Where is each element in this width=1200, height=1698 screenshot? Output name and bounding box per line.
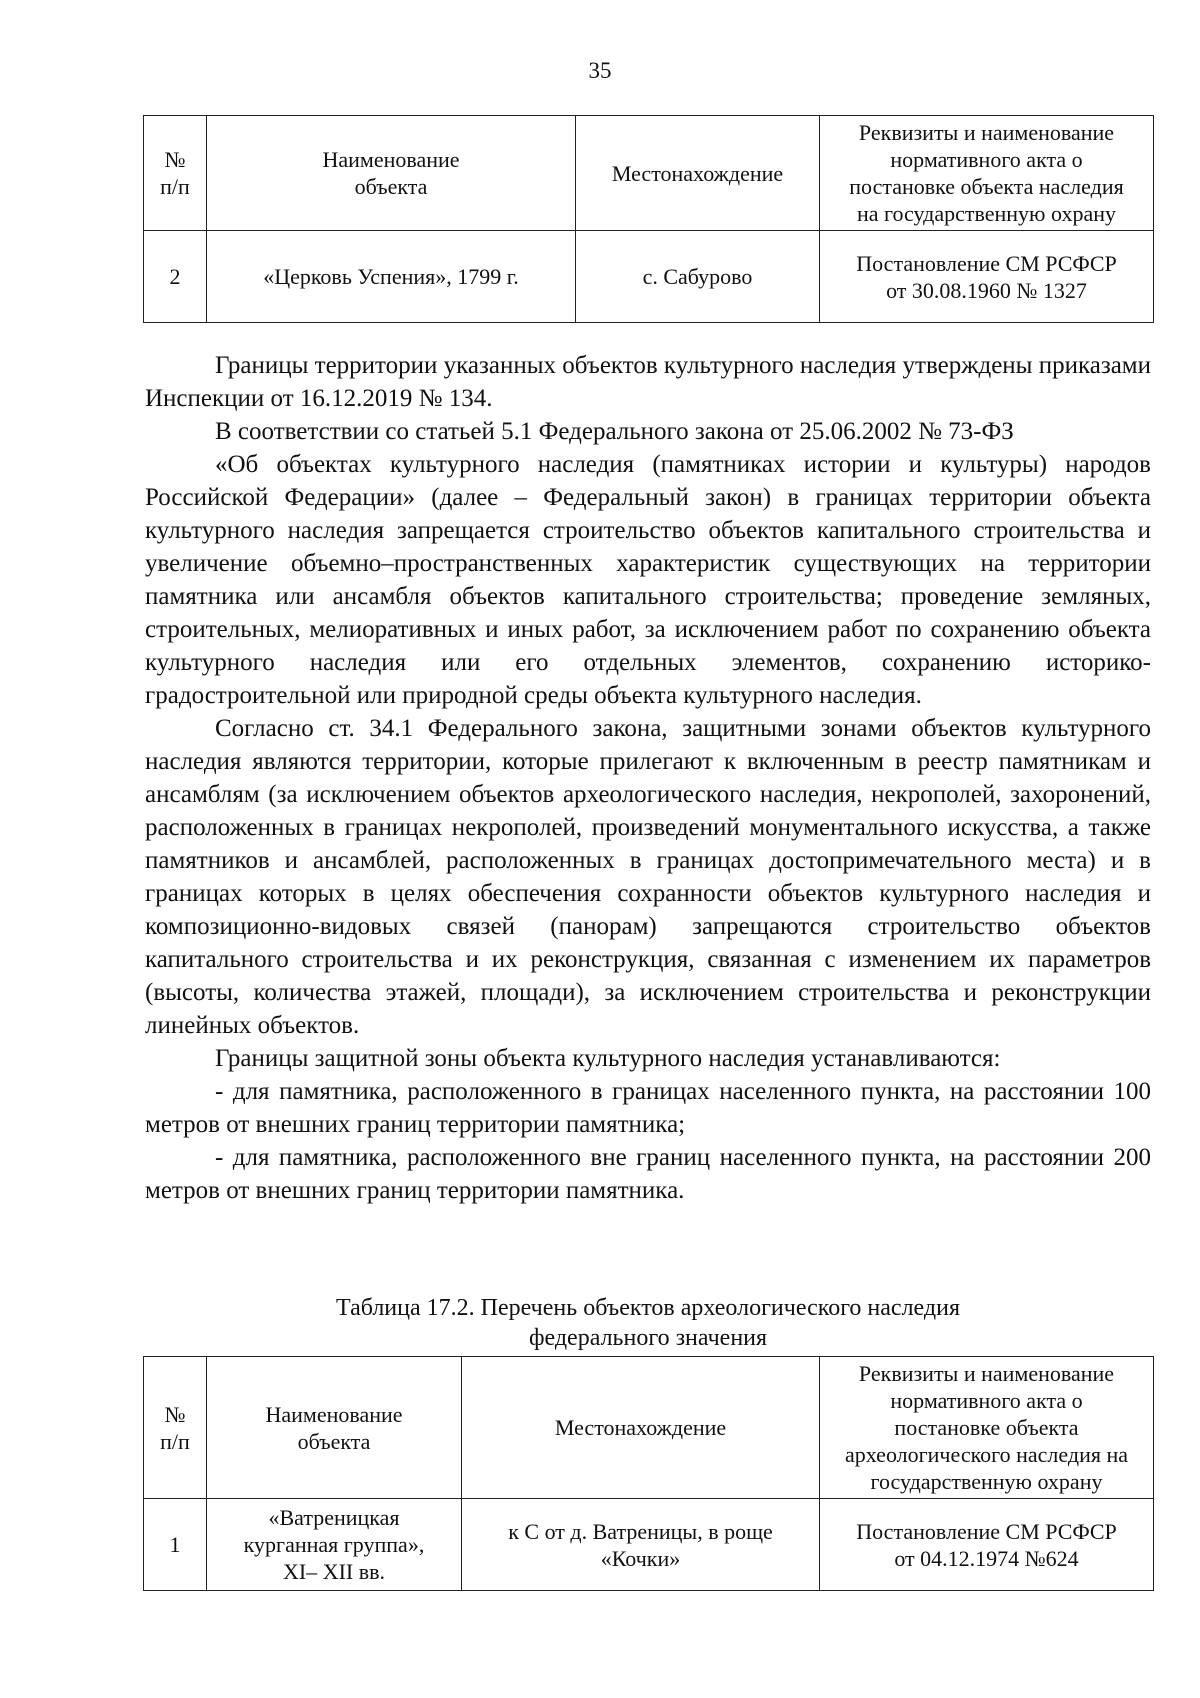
archaeological-heritage-table — [143, 1356, 1154, 1591]
heritage-objects-table — [143, 115, 1154, 323]
cell-location: с. Сабурово — [576, 231, 820, 323]
header-location: Местонахождение — [462, 1357, 820, 1499]
paragraph-protective-zones: Согласно ст. 34.1 Федерального закона, защитными зонами объектов культурного наследия являются территории, которые прилегают к включенным в реестр памятникам и ансамблям (за исключением объектов археологического наследия, некрополей, захоронений, расположенных в границах некрополей, произведений монументального искусства, а также памятников и ансамблей, расположенных в границах достопримечательного места) и в границах которых в целях обеспечения сохранности объектов культурного наследия и композиционно-видовых связей (панорам) запрещаются строительство объектов капитального строительства и их реконструкция, связанная с изменением их параметров (высоты, количества этажей, площади), за исключением строительства и реконструкции линейных объектов. — [145, 715, 1151, 1039]
cell-number: 2 — [144, 231, 207, 323]
table-row — [144, 231, 1154, 323]
cell-object-name: «Ватреницкая курганная группа», XI– XII вв. — [207, 1499, 462, 1591]
cell-location: к С от д. Ватреницы, в роще «Кочки» — [462, 1499, 820, 1591]
paragraph-law-reference: В соответствии со статьей 5.1 Федерального закона от 25.06.2002 № 73-ФЗ — [215, 418, 1014, 445]
table-header-row — [144, 116, 1154, 231]
header-location: Местонахождение — [576, 116, 820, 231]
header-object-name: Наименование объекта — [207, 1357, 462, 1499]
list-item: - для памятника, расположенного в границах населенного пункта, на расстоянии 100 метров от внешних границ территории памятника; — [145, 1078, 1151, 1138]
header-number: № п/п — [144, 116, 207, 231]
header-object-name: Наименование объекта — [207, 116, 576, 231]
body-text — [145, 349, 1151, 1207]
list-item: - для памятника, расположенного вне границ населенного пункта, на расстоянии 200 метров от внешних границ территории памятника. — [145, 1144, 1151, 1204]
cell-normative-act: Постановление СМ РСФСР от 04.12.1974 №624 — [820, 1499, 1154, 1591]
cell-number: 1 — [144, 1499, 207, 1591]
paragraph-territory-boundaries: Границы территории указанных объектов культурного наследия утверждены приказами Инспекции от 16.12.2019 № 134. — [145, 352, 1152, 412]
header-number: № п/п — [144, 1357, 207, 1499]
page-number: 35 — [588, 58, 612, 83]
table-row — [144, 1499, 1154, 1591]
cell-object-name: «Церковь Успения», 1799 г. — [207, 231, 576, 323]
header-normative-act: Реквизиты и наименование нормативного акта о постановке объекта археологического наследия на государственную охрану — [820, 1357, 1154, 1499]
table-header-row — [144, 1357, 1154, 1499]
header-normative-act: Реквизиты и наименование нормативного акта о постановке объекта наследия на государственную охрану — [820, 116, 1154, 231]
paragraph-zone-boundaries: Границы защитной зоны объекта культурного наследия устанавливаются: — [215, 1045, 1001, 1072]
table-caption: Таблица 17.2. Перечень объектов археологического наследия федерального значения — [336, 1295, 960, 1351]
paragraph-restrictions: «Об объектах культурного наследия (памятниках истории и культуры) народов Российской Федерации» (далее – Федеральный закон) в границах территории объекта культурного наследия запрещается строительство объектов капитального строительства и увеличение объемно–пространственных характеристик существующих на территории памятника или ансамбля объектов капитального строительства; проведение земляных, строительных, мелиоративных и иных работ, за исключением работ по сохранению объекта культурного наследия или его отдельных элементов, сохранению историко-градостроительной или природной среды объекта культурного наследия. — [145, 451, 1151, 709]
cell-normative-act: Постановление СМ РСФСР от 30.08.1960 № 1327 — [820, 231, 1154, 323]
